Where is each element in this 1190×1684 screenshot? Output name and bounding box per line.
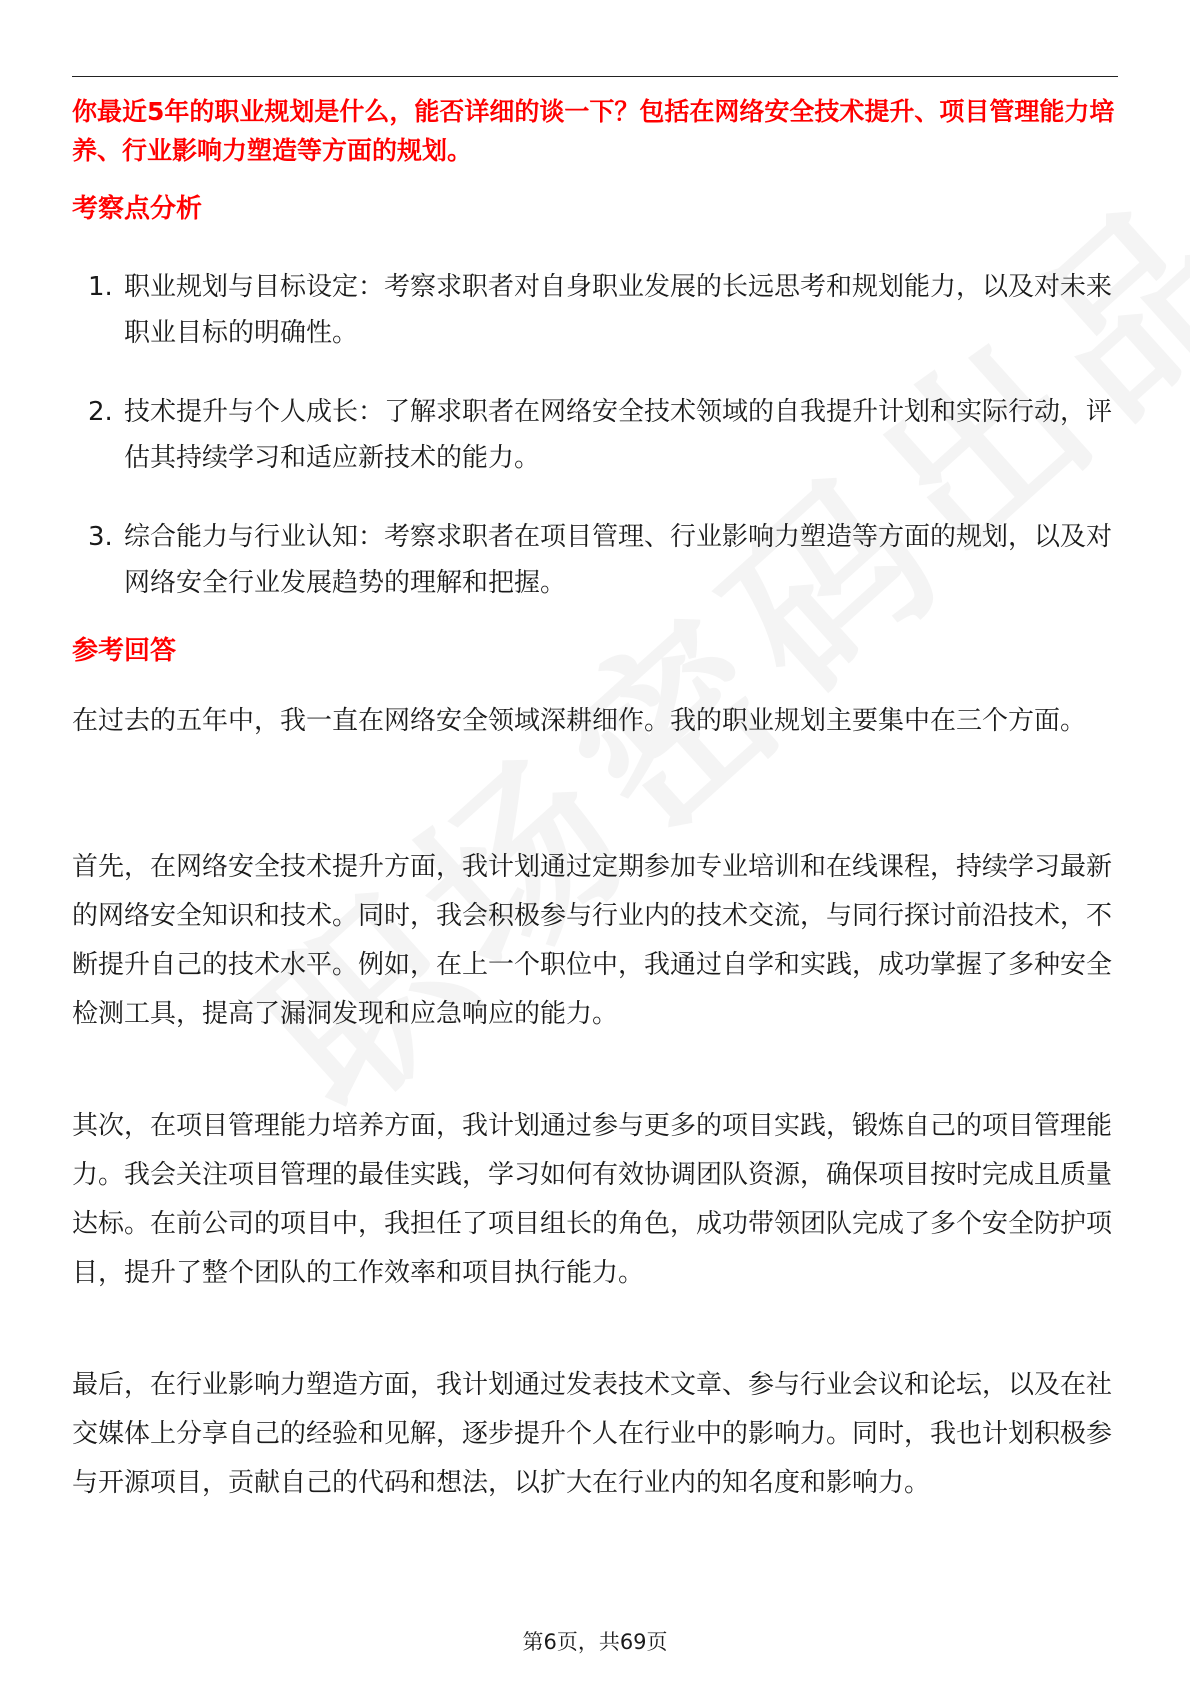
analysis-item-text: 综合能力与行业认知：考察求职者在项目管理、行业影响力塑造等方面的规划，以及对网络安全行业发展趋势的理解和把握。 [124, 522, 1113, 598]
analysis-item [72, 389, 1118, 481]
answer-paragraph: 在过去的五年中，我一直在网络安全领域深耕细作。我的职业规划主要集中在三个方面。 [72, 706, 1087, 736]
answer-paragraph: 最后，在行业影响力塑造方面，我计划通过发表技术文章、参与行业会议和论坛，以及在社交媒体上分享自己的经验和见解，逐步提升个人在行业中的影响力。同时，我也计划积极参与开源项目，贡献自己的代码和想法，以扩大在行业内的知名度和影响力。 [72, 1370, 1113, 1498]
answer-heading: 参考回答 [72, 636, 177, 666]
analysis-list [72, 264, 1118, 639]
answer-paragraph: 首先，在网络安全技术提升方面，我计划通过定期参加专业培训和在线课程，持续学习最新的网络安全知识和技术。同时，我会积极参与行业内的技术交流，与同行探讨前沿技术，不断提升自己的技术水平。例如，在上一个职位中，我通过自学和实践，成功掌握了多种安全检测工具，提高了漏洞发现和应急响应的能力。 [72, 852, 1113, 1029]
list-number: 1. [88, 272, 113, 302]
analysis-heading: 考察点分析 [72, 194, 203, 224]
page-number: 第6页，共69页 [522, 1630, 668, 1654]
analysis-item-text: 职业规划与目标设定：考察求职者对自身职业发展的长远思考和规划能力，以及对未来职业目标的明确性。 [124, 272, 1113, 348]
question-title: 你最近5年的职业规划是什么，能否详细的谈一下？包括在网络安全技术提升、项目管理能力培养、行业影响力塑造等方面的规划。 [72, 97, 1115, 165]
analysis-item [72, 264, 1118, 356]
list-number: 3. [88, 522, 113, 552]
answer-paragraph: 其次，在项目管理能力培养方面，我计划通过参与更多的项目实践，锻炼自己的项目管理能力。我会关注项目管理的最佳实践，学习如何有效协调团队资源，确保项目按时完成且质量达标。在前公司的项目中，我担任了项目组长的角色，成功带领团队完成了多个安全防护项目，提升了整个团队的工作效率和项目执行能力。 [72, 1111, 1113, 1288]
top-divider [72, 76, 1118, 77]
analysis-item-text: 技术提升与个人成长：了解求职者在网络安全技术领域的自我提升计划和实际行动，评估其持续学习和适应新技术的能力。 [124, 397, 1113, 473]
list-number: 2. [88, 397, 113, 427]
analysis-item [72, 514, 1118, 606]
